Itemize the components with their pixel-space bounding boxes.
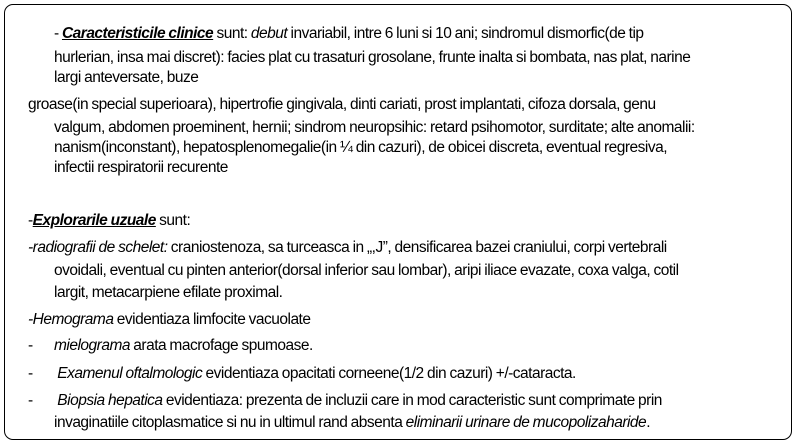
clinical-line-3: largi anteversate, buze bbox=[54, 69, 199, 86]
hepatica-line-2-italic: eliminarii urinare de mucopolizaharide bbox=[405, 414, 647, 431]
clinical-line-6: nanism(inconstant), hepatosplenomegalie(in ¼ din cazuri), de obicei discreta, eventual regresiva, bbox=[54, 139, 668, 156]
mielograma-bullet: - bbox=[28, 337, 33, 354]
clinical-dash: - bbox=[54, 25, 62, 42]
oftalmologic-bullet: - bbox=[28, 365, 33, 382]
hepatica-bullet: - bbox=[28, 392, 33, 409]
clinical-line-1-rest: invariabil, intre 6 luni si 10 ani; sindromul dismorfic(de tip bbox=[287, 25, 644, 42]
hemograma-rest: evidentiaza limfocite vacuolate bbox=[113, 311, 311, 328]
explorations-after-heading: sunt: bbox=[155, 212, 191, 229]
oftalmologic-lead: Examenul oftalmologic bbox=[54, 365, 203, 382]
clinical-after-heading: sunt: bbox=[213, 25, 251, 42]
hemograma-line bbox=[28, 310, 311, 330]
mielograma-rest: arata macrofage spumoase. bbox=[129, 337, 313, 354]
radiografii-line-1-rest: craniostenoza, sa turceasca in „,J”, densificarea bazei craniului, corpi vertebrali bbox=[167, 239, 667, 256]
hepatica-line-2-plain: invaginatiile citoplasmatice si nu in ultimul rand absenta bbox=[54, 414, 406, 431]
clinical-line-2: hurlerian, insa mai discret): facies plat cu trasaturi grosolane, frunte inalta si bombata, nas plat, narine bbox=[54, 49, 691, 66]
explorations-heading-line bbox=[28, 211, 190, 231]
mielograma-lead: mielograma bbox=[54, 337, 130, 354]
explorations-dash: - bbox=[28, 212, 33, 229]
hepatica-lead: Biopsia hepatica bbox=[54, 392, 163, 409]
mielograma-line bbox=[28, 336, 313, 356]
hepatica-line-2-end: . bbox=[646, 414, 650, 431]
clinical-line-4: groase(in special superioara), hipertrofie gingivala, dinti cariati, prost implantati, cifoza dorsala, genu bbox=[28, 96, 656, 113]
clinical-line-5: valgum, abdomen proeminent, hernii; sindrom neuropsihic: retard psihomotor, surditate; alte anomalii: bbox=[54, 119, 695, 136]
debut-term: debut bbox=[250, 25, 288, 42]
radiografii-lead: -radiografii de schelet: bbox=[28, 239, 168, 256]
oftalmologic-line bbox=[28, 364, 576, 384]
hepatica-line-1-rest: evidentiaza: prezenta de incluzii care in mod caracteristic sunt comprimate prin bbox=[162, 392, 662, 409]
radiografii-line-1 bbox=[28, 238, 667, 258]
radiografii-line-2: ovoidali, eventual cu pinten anterior(dorsal inferior sau lombar), aripi iliace evazate, coxa valga, cotil bbox=[54, 262, 679, 279]
clinical-heading: Caracteristicile clinice bbox=[61, 25, 214, 42]
radiografii-line-3: largit, metacarpiene efilate proximal. bbox=[54, 284, 283, 301]
hepatica-line-2 bbox=[54, 413, 650, 433]
clinical-line-1 bbox=[54, 24, 644, 44]
hemograma-lead: -Hemograma bbox=[28, 311, 114, 328]
hepatica-line-1 bbox=[28, 391, 662, 411]
oftalmologic-rest: evidentiaza opacitati corneene(1/2 din cazuri) +/-cataracta. bbox=[202, 365, 576, 382]
explorations-heading: Explorarile uzuale bbox=[32, 212, 156, 229]
clinical-line-7: infectii respiratorii recurente bbox=[54, 159, 228, 176]
